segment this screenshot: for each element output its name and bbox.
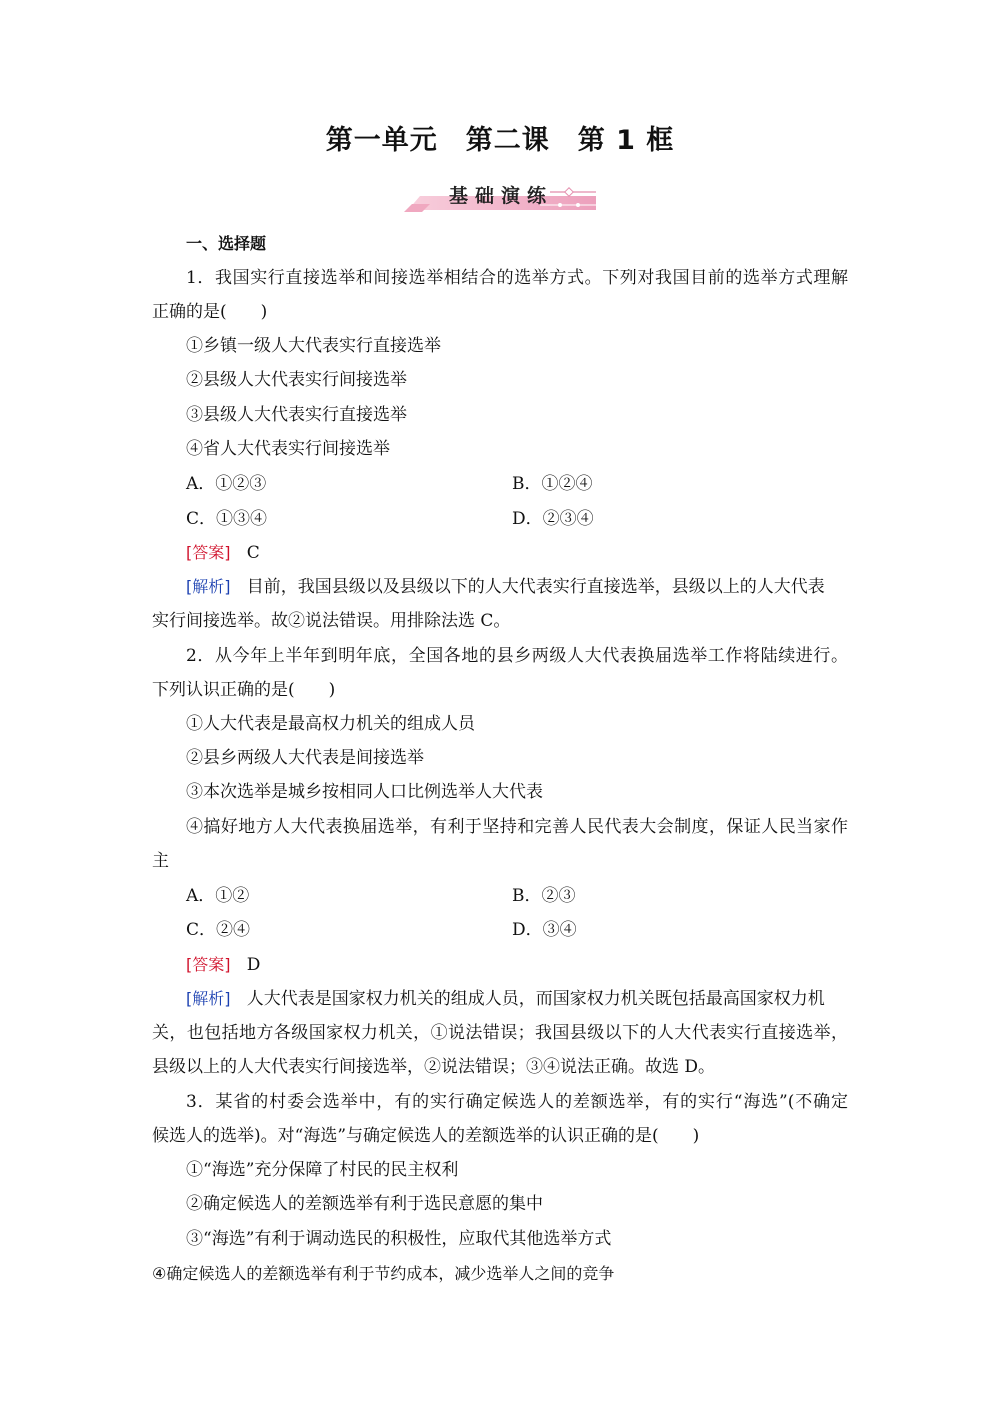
q2-option-c: C．②④ [186,920,251,940]
q2-item-1: ①人大代表是最高权力机关的组成人员 [186,714,475,734]
q3-stem-line1: 3．某省的村委会选举中，有的实行确定候选人的差额选举，有的实行“海选”(不确定 [186,1092,848,1112]
q2-analysis-text1: 人大代表是国家权力机关的组成人员，而国家权力机关既包括最高国家权力机 [246,989,825,1009]
q1-item-4: ④省人大代表实行间接选举 [186,439,390,459]
q2-option-d: D．③④ [512,920,577,940]
q1-item-3: ③县级人大代表实行直接选举 [186,405,407,425]
q1-option-c: C．①③④ [186,509,268,529]
q1-answer [186,541,260,565]
q2-option-a: A．①② [186,886,250,906]
q1-option-b: B．①②④ [512,474,593,494]
unit-title: 第一单元 [325,125,438,156]
q2-analysis-line1 [186,987,848,1011]
banner-title: 基础演练 [448,185,553,207]
analysis-label: [解析] [186,989,231,1008]
q3-item-2: ②确定候选人的差额选举有利于选民意愿的集中 [186,1194,543,1214]
q2-answer [186,953,260,977]
q3-item-1: ①“海选”充分保障了村民的民主权利 [186,1160,459,1180]
q2-item-4-line2: 主 [152,851,169,871]
q2-option-b: B．②③ [512,886,576,906]
q2-analysis-line3: 县级以上的人大代表实行间接选举，②说法错误；③④说法正确。故选 D。 [152,1057,716,1077]
q3-item-4: ④确定候选人的差额选举有利于节约成本，减少选举人之间的竞争 [152,1264,615,1283]
q1-analysis-line1 [186,575,848,599]
q2-answer-value: D [246,955,261,975]
q1-stem-line1: 1．我国实行直接选举和间接选举相结合的选举方式。下列对我国目前的选举方式理解 [186,268,848,288]
answer-label: [答案] [186,955,231,974]
analysis-label: [解析] [186,577,231,596]
q1-option-d: D．②③④ [512,509,594,529]
q2-stem-line2: 下列认识正确的是( ) [152,680,336,700]
q1-option-a: A．①②③ [186,474,267,494]
q3-item-3: ③“海选”有利于调动选民的积极性，应取代其他选举方式 [186,1229,612,1249]
lesson-title: 第二课 [465,125,550,156]
q1-item-1: ①乡镇一级人大代表实行直接选举 [186,336,441,356]
answer-label: [答案] [186,543,231,562]
q2-stem-line1: 2．从今年上半年到明年底，全国各地的县乡两级人大代表换届选举工作将陆续进行。 [186,646,848,666]
q2-item-2: ②县乡两级人大代表是间接选举 [186,748,424,768]
q1-item-2: ②县级人大代表实行间接选举 [186,370,407,390]
section-heading: 一、选择题 [186,234,267,253]
q1-answer-value: C [246,543,260,563]
q2-item-4-line1: ④搞好地方人大代表换届选举，有利于坚持和完善人民代表大会制度，保证人民当家作 [186,817,848,837]
q2-item-3: ③本次选举是城乡按相同人口比例选举人大代表 [186,782,543,802]
q3-stem-line2: 候选人的选举)。对“海选”与确定候选人的差额选举的认识正确的是( ) [152,1126,700,1146]
q1-stem-line2: 正确的是( ) [152,302,268,322]
q1-analysis-text1: 目前，我国县级以及县级以下的人大代表实行直接选举，县级以上的人大代表 [246,577,825,597]
q2-analysis-line2: 关，也包括地方各级国家权力机关，①说法错误；我国县级以下的人大代表实行直接选举， [152,1023,848,1043]
q1-analysis-line2: 实行间接选举。故②说法错误。用排除法选 C。 [152,611,511,631]
frame-title: 第 1 框 [577,125,675,156]
page-title [0,118,1000,157]
